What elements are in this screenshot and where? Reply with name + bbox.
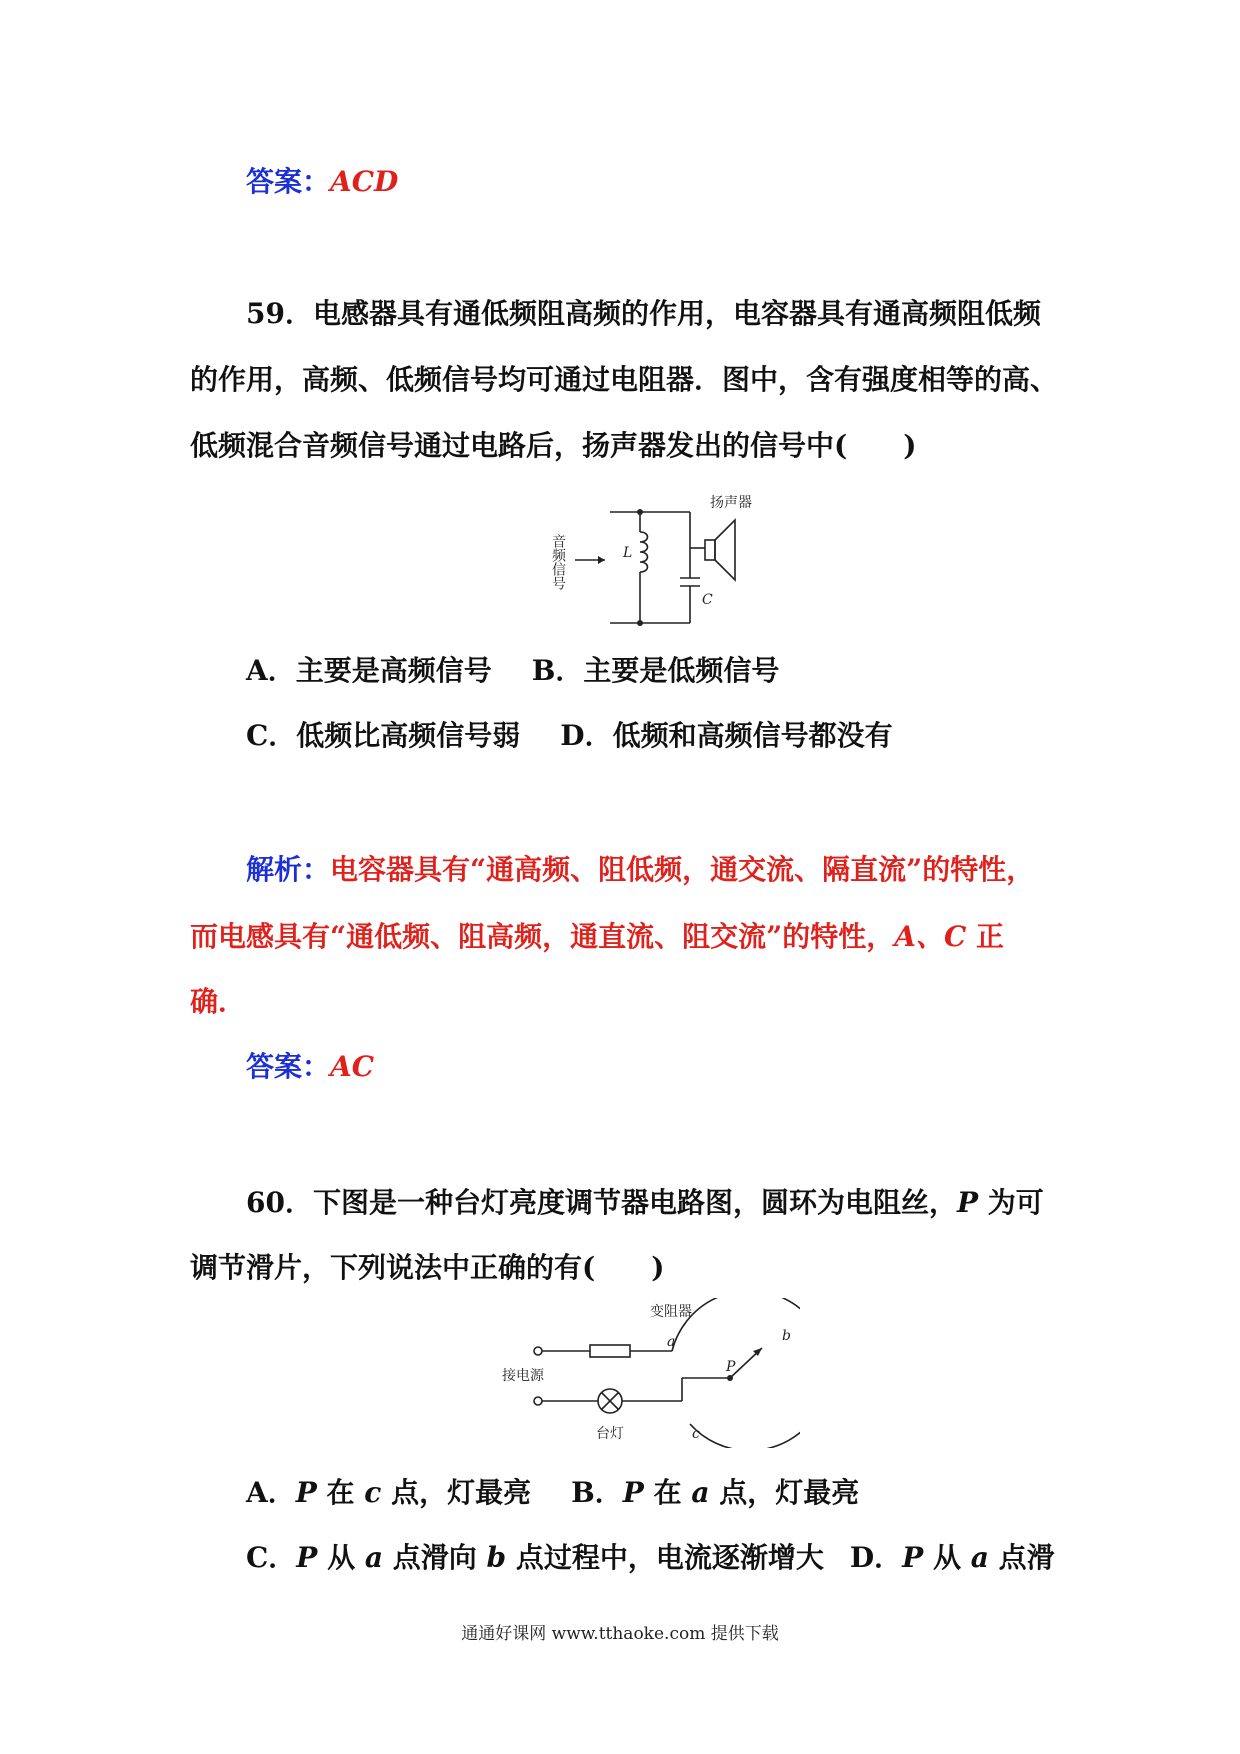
q59-options-cd [246, 718, 893, 754]
speaker-circuit-diagram [530, 488, 790, 633]
answer-59 [246, 1049, 374, 1085]
audio-signal-label: 音频信号 [550, 534, 566, 590]
point-b-label: b [782, 1328, 791, 1344]
analysis-text-1: 电容器具有“通高频、阻低频，通交流、隔直流”的特性， [330, 853, 1035, 886]
q59-option-a: A．主要是高频信号 [246, 654, 492, 687]
lamp-dimmer-circuit-diagram [500, 1298, 800, 1448]
analysis-options: A、C [894, 920, 967, 953]
q60-option-b: B．P 在 a 点，灯最亮 [571, 1476, 860, 1509]
q60-options-cd [246, 1540, 1055, 1576]
answer-value: ACD [330, 165, 399, 198]
answer-label: 答案： [246, 165, 331, 198]
q60-text-end: 为可 [978, 1186, 1044, 1219]
answer-label: 答案： [246, 1050, 331, 1083]
q59-options-ab [246, 653, 779, 689]
q59-option-c: C．低频比高频信号弱 [246, 719, 521, 752]
q60-option-d: D．P 从 a 点滑 [849, 1541, 1055, 1574]
q60-line-2: 调节滑片，下列说法中正确的有( ) [190, 1251, 665, 1284]
power-label: 接电源 [502, 1368, 544, 1384]
q59-line-2: 的作用，高频、低频信号均可通过电阻器．图中，含有强度相等的高、 [190, 363, 1059, 396]
speaker-label: 扬声器 [710, 495, 752, 511]
page-footer: 通通好课网 www.tthaoke.com 提供下载 [461, 1624, 779, 1644]
q60-var-p: P [956, 1186, 979, 1219]
q60-options-ab [246, 1475, 859, 1511]
inductor-label: L [623, 545, 633, 561]
slider-p-label: P [726, 1359, 736, 1375]
q59-line-1: 59．电感器具有通低频阻高频的作用，电容器具有通高频阻低频 [246, 297, 1041, 330]
q60-line-1 [246, 1185, 1044, 1221]
analysis-59-line-2 [190, 919, 1004, 955]
analysis-59-line-1 [246, 852, 1034, 888]
analysis-text-2-end: 正 [966, 920, 1004, 953]
answer-58 [246, 164, 398, 200]
point-a-label: a [667, 1334, 676, 1350]
analysis-text-2: 而电感具有“通低频、阻高频，通直流、阻交流”的特性， [190, 920, 895, 953]
point-c-label: c [692, 1426, 700, 1442]
q60-text: 60．下图是一种台灯亮度调节器电路图，圆环为电阻丝， [246, 1186, 957, 1219]
analysis-label: 解析： [246, 853, 331, 886]
q60-option-c: C．P 从 a 点滑向 b 点过程中，电流逐渐增大 [246, 1541, 824, 1574]
rheostat-label: 变阻器 [650, 1304, 692, 1320]
capacitor-label: C [702, 592, 713, 608]
q59-option-d: D．低频和高频信号都没有 [560, 719, 893, 752]
lamp-label: 台灯 [596, 1426, 624, 1442]
q59-option-b: B．主要是低频信号 [531, 654, 780, 687]
analysis-59-line-3: 确． [190, 985, 247, 1018]
q59-line-3: 低频混合音频信号通过电路后，扬声器发出的信号中( ) [190, 429, 917, 462]
answer-value: AC [330, 1050, 375, 1083]
q60-option-a: A．P 在 c 点，灯最亮 [246, 1476, 532, 1509]
